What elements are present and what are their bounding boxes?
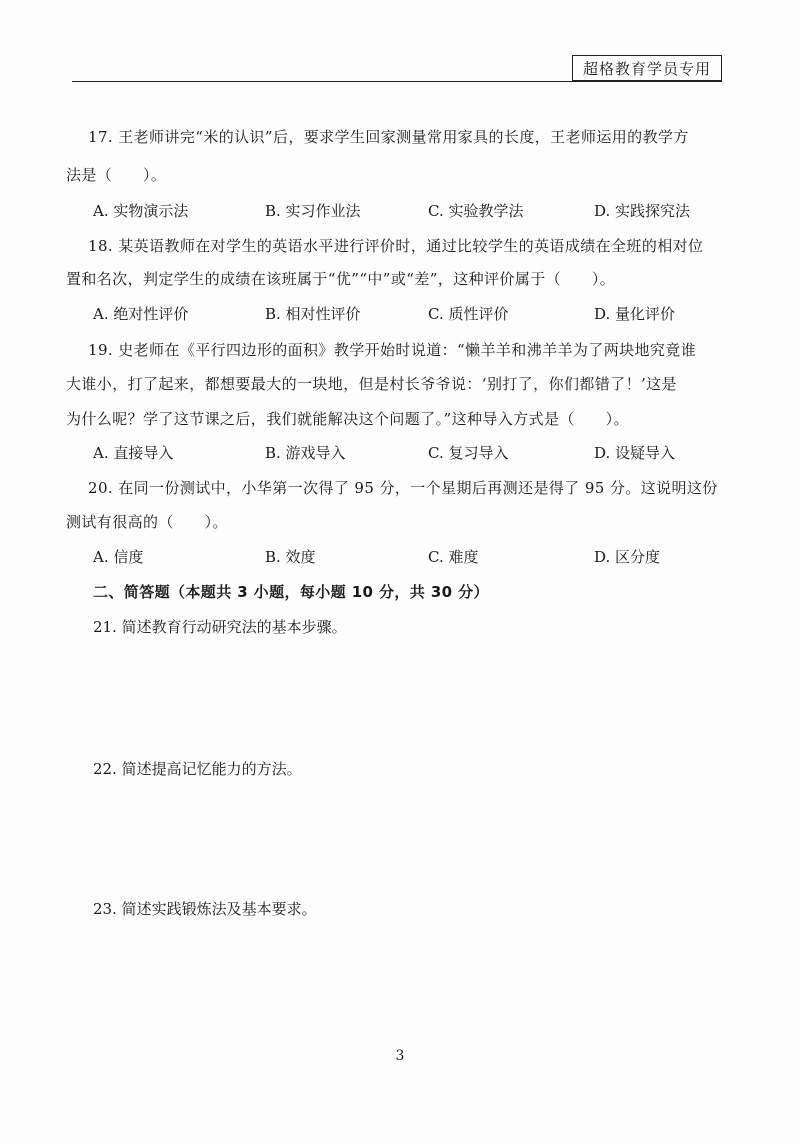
question-18-option-d: D. 量化评价 [594,305,676,323]
header-badge: 超格教育学员专用 [572,55,722,81]
question-17-option-d: D. 实践探究法 [594,202,691,220]
question-17-option-b: B. 实习作业法 [265,202,361,220]
header-rule [72,81,722,82]
question-20-option-a: A. 信度 [93,548,144,566]
question-18-option-a: A. 绝对性评价 [93,305,189,323]
question-18-line-2: 置和名次，判定学生的成绩在该班属于“优”“中”或“差”，这种评价属于（ ）。 [66,270,616,288]
section-2-title: 二、简答题（本题共 3 小题，每小题 10 分，共 30 分） [93,583,489,601]
question-17-option-a: A. 实物演示法 [93,202,189,220]
page-number: 3 [395,1048,405,1064]
question-18-option-b: B. 相对性评价 [265,305,361,323]
question-17-line-2: 法是（ ）。 [66,166,167,184]
short-answer-21: 21. 简述教育行动研究法的基本步骤。 [93,618,347,636]
question-19-option-b: B. 游戏导入 [265,444,346,462]
question-18-option-c: C. 质性评价 [428,305,509,323]
question-19-option-a: A. 直接导入 [93,444,174,462]
question-20-option-c: C. 难度 [428,548,479,566]
question-20-option-d: D. 区分度 [594,548,661,566]
question-19-option-d: D. 设疑导入 [594,444,676,462]
question-20-option-b: B. 效度 [265,548,316,566]
question-19-line-2: 大谁小，打了起来，都想要最大的一块地，但是村长爷爷说：‘别打了，你们都错了！’这是 [66,375,677,393]
question-17-option-c: C. 实验教学法 [428,202,524,220]
question-18-line-1: 18. 某英语教师在对学生的英语水平进行评价时，通过比较学生的英语成绩在全班的相对位 [88,237,704,255]
question-20-line-1: 20. 在同一份测试中，小华第一次得了 95 分，一个星期后再测还是得了 95 分。这说明这份 [88,479,718,497]
question-17-line-1: 17. 王老师讲完“米的认识”后，要求学生回家测量常用家具的长度，王老师运用的教学方 [88,128,689,146]
question-19-line-3: 为什么呢？学了这节课之后，我们就能解决这个问题了。”这种导入方式是（ ）。 [66,410,629,428]
question-19-line-1: 19. 史老师在《平行四边形的面积》教学开始时说道：“懒羊羊和沸羊羊为了两块地究竟谁 [88,341,697,359]
question-19-option-c: C. 复习导入 [428,444,509,462]
question-20-line-2: 测试有很高的（ ）。 [66,513,228,531]
short-answer-22: 22. 简述提高记忆能力的方法。 [93,760,302,778]
short-answer-23: 23. 简述实践锻炼法及基本要求。 [93,900,317,918]
